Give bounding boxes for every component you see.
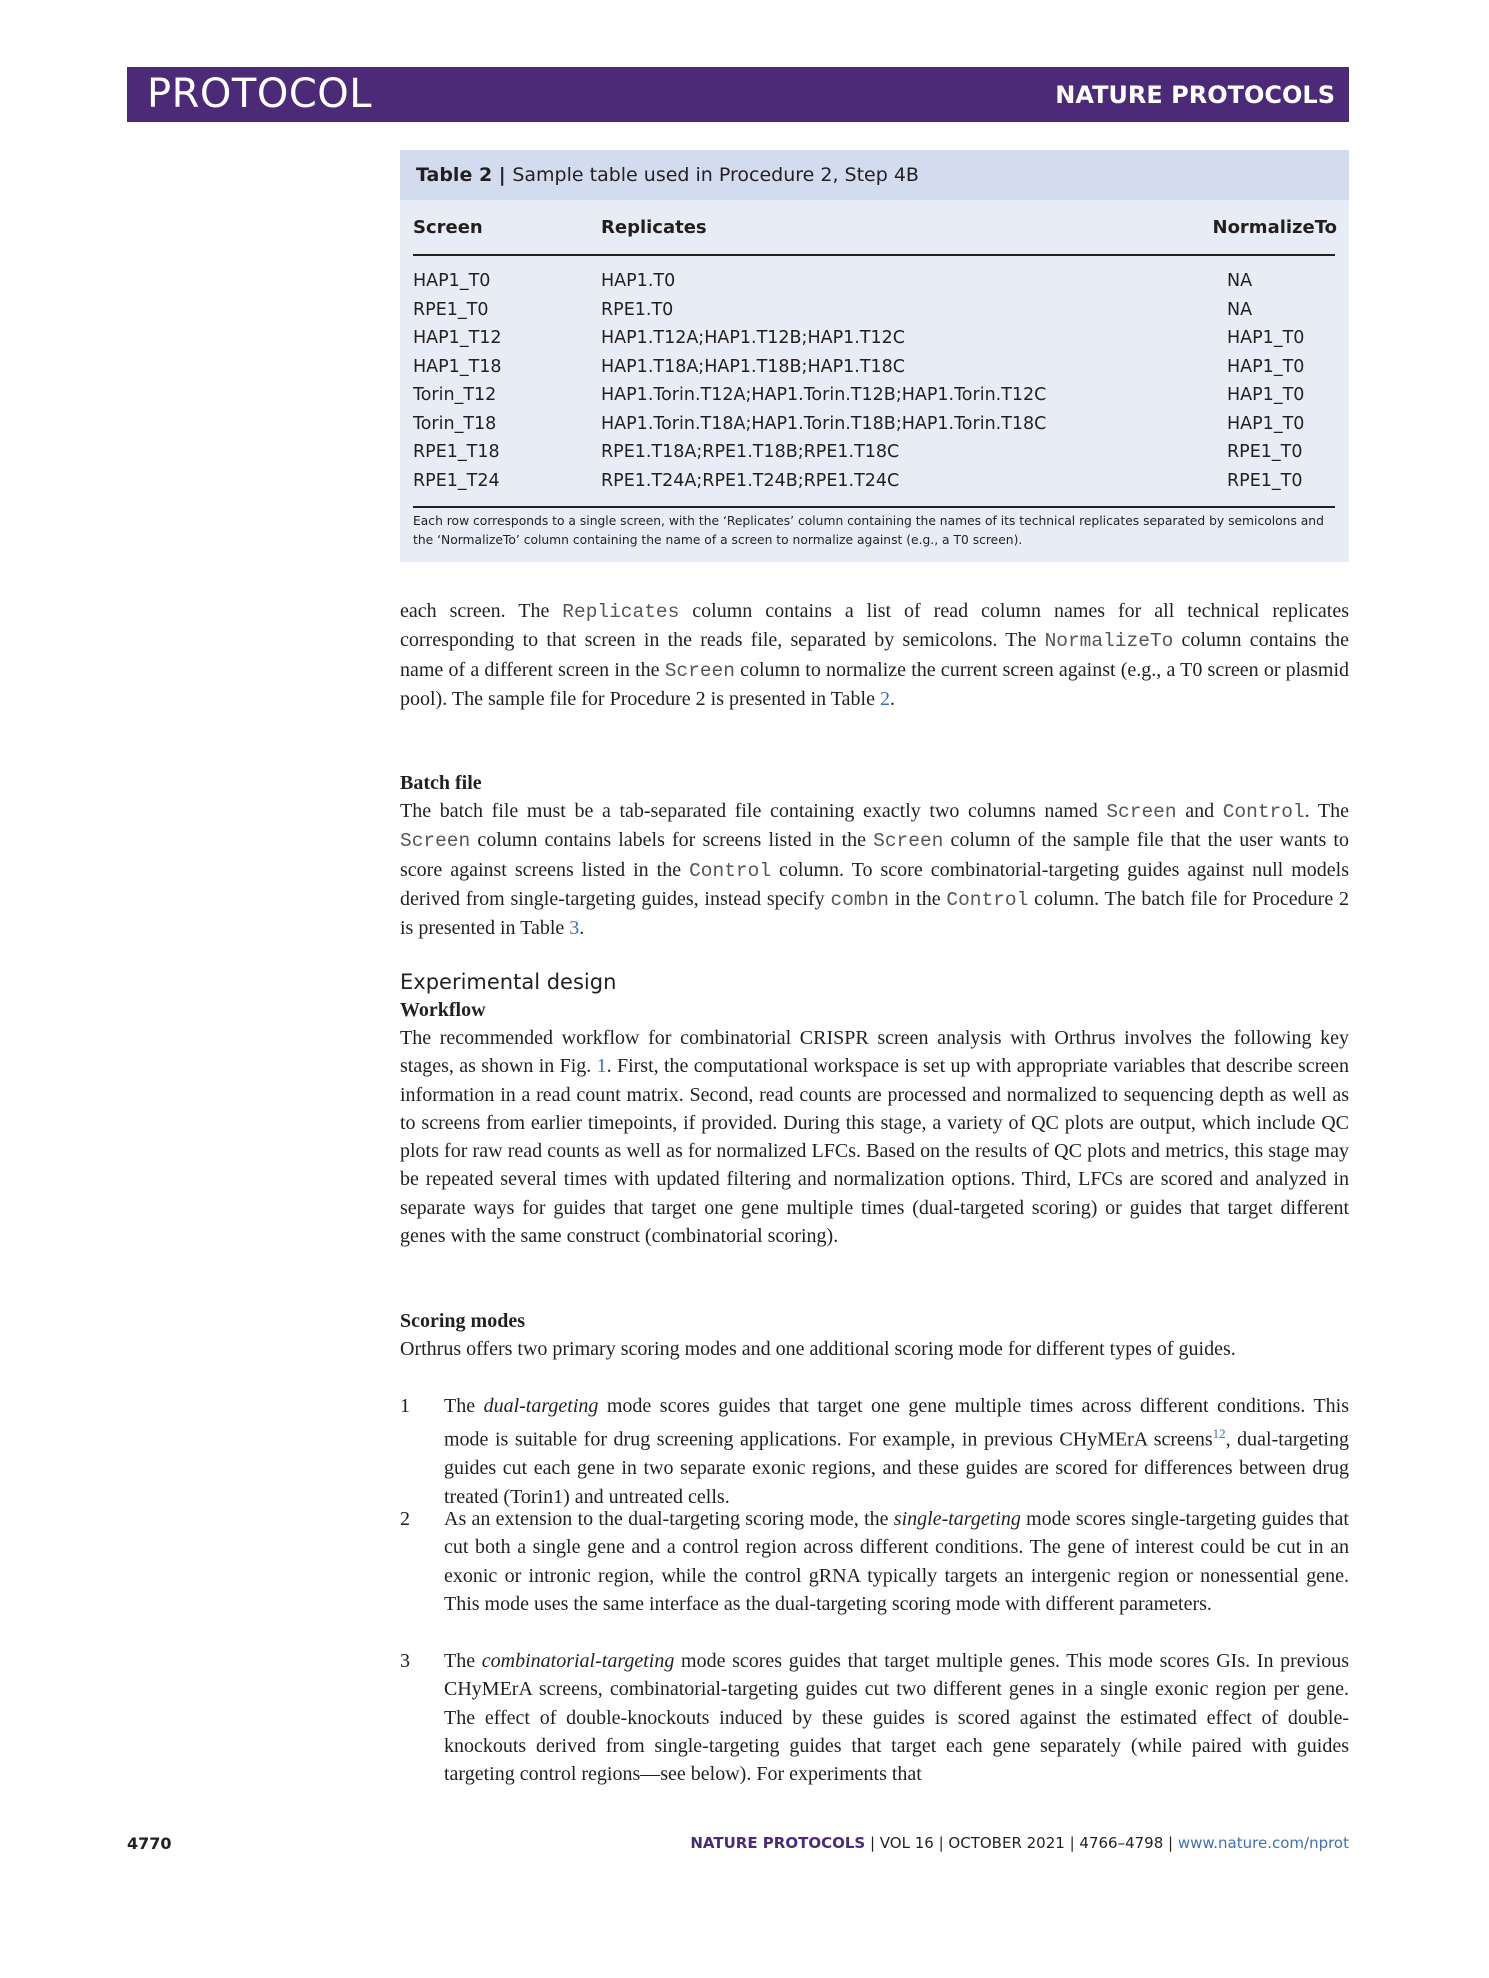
- footer-separator: |: [1064, 1834, 1080, 1852]
- text: . First, the computational workspace is set up with appropriate variables that describe screen information in a read count matrix. Second, read counts are processed and normalized to sequencing depth as well as to screens from earlier timepoints, if provided. During this stage, a variety of QC plots are output, which include QC plots for raw read counts as well as for normalized LFCs. Based on the results of QC plots and metrics, this stage may be repeated several times with updated filtering and normalization options. Third, LFCs are scored and analyzed in separate ways for guides that target one gene multiple times (dual-targeted scoring) or guides that target different genes with the same construct (combinatorial scoring).: [400, 1055, 1350, 1248]
- scoring-intro: Orthrus offers two primary scoring modes and one additional scoring mode for different types of guides.: [400, 1338, 1236, 1360]
- text: column contains a list of read column names for all technical replicates corresponding to that screen in the reads file, separated by semicolons. The: [400, 600, 1349, 652]
- cell-screen: RPE1_T18: [413, 442, 500, 462]
- text: .: [579, 917, 585, 940]
- scoring-modes-heading: Scoring modes: [400, 1310, 525, 1332]
- footer-journal: NATURE PROTOCOLS: [690, 1834, 866, 1852]
- journal-url-link[interactable]: www.nature.com/nprot: [1177, 1834, 1349, 1852]
- footer-volume: VOL 16: [879, 1834, 934, 1852]
- text: column contains the name of a different screen in the: [400, 629, 1350, 681]
- table-2-link[interactable]: 2: [879, 687, 890, 710]
- cell-screen: HAP1_T0: [413, 271, 491, 291]
- text: mode scores guides that target one gene multiple times across different conditions. This mode is suitable for drug screening applications. For example, in previous CHyMErA screens: [444, 1395, 1350, 1451]
- text: in the: [888, 887, 947, 910]
- text: mode scores single-targeting guides that cut both a single gene and a control region across different conditions. The gene of interest could be cut in an exonic or intronic region, while the control gRNA typically targets an intergenic region or nonessential gene. This mode uses the same interface as the dual-targeting scoring mode with different parameters.: [444, 1508, 1349, 1615]
- bottom-rule: [413, 506, 1335, 508]
- text: and: [1176, 800, 1223, 822]
- footer-date: OCTOBER 2021: [948, 1834, 1065, 1852]
- text: column to normalize the current screen against (e.g., a T0 screen or plasmid pool). The sample file for Procedure 2 is presented in Table: [400, 658, 1349, 710]
- code-control: Control: [689, 859, 772, 882]
- cell-replicates: RPE1.T0: [601, 299, 674, 320]
- cell-screen: HAP1_T18: [413, 356, 502, 377]
- batch-file-paragraph: [400, 797, 1349, 942]
- page-number: 4770: [127, 1834, 172, 1853]
- text: As an extension to the dual-targeting scoring mode, the: [444, 1508, 894, 1530]
- text: The: [444, 1395, 484, 1417]
- emphasis: dual-targeting: [483, 1395, 599, 1417]
- cell-replicates: HAP1.T12A;HAP1.T12B;HAP1.T12C: [601, 328, 906, 348]
- citation-link[interactable]: 12: [1212, 1426, 1226, 1442]
- figure-1-link[interactable]: 1: [596, 1055, 607, 1078]
- cell-normalizeto: NA: [1227, 271, 1253, 291]
- journal-name: NATURE PROTOCOLS: [1055, 81, 1335, 109]
- list-text: [444, 1647, 1349, 1788]
- batch-file-heading: Batch file: [400, 772, 482, 794]
- table-caption-text: Sample table used in Procedure 2, Step 4B: [512, 164, 919, 186]
- cell-replicates: HAP1.Torin.T12A;HAP1.Torin.T12B;HAP1.Torin.T12C: [601, 385, 1047, 405]
- text: column of the sample file that the user wants to score against screens listed in the: [400, 829, 1349, 881]
- section-label: PROTOCOL: [147, 71, 373, 117]
- workflow-paragraph: [400, 1024, 1349, 1250]
- cell-replicates: RPE1.T24A;RPE1.T24B;RPE1.T24C: [601, 470, 900, 491]
- code-replicates: Replicates: [562, 601, 680, 623]
- experimental-design-heading: Experimental design: [400, 970, 617, 994]
- table-caption: [416, 162, 919, 188]
- cell-normalizeto: HAP1_T0: [1227, 413, 1305, 434]
- column-header-normalizeto: NormalizeTo: [1212, 217, 1337, 238]
- table-3-link[interactable]: 3: [569, 917, 580, 940]
- cell-screen: Torin_T18: [413, 413, 497, 434]
- table-footnote: Each row corresponds to a single screen, with the ‘Replicates’ column containing the names of its technical replicates separated by semicolons and the ‘NormalizeTo’ column containing the name of a screen to normalize against (e.g., a T0 screen).: [413, 514, 1324, 547]
- cell-normalizeto: HAP1_T0: [1227, 328, 1305, 348]
- column-header-replicates: Replicates: [601, 217, 707, 238]
- column-header-screen: Screen: [413, 217, 483, 238]
- code-normalizeto: NormalizeTo: [1044, 630, 1174, 653]
- code-screen: Screen: [1106, 801, 1177, 823]
- table-2: [400, 150, 1349, 562]
- text: column. The batch file for Procedure 2 is presented in Table: [400, 887, 1350, 940]
- code-control: Control: [1222, 801, 1305, 823]
- text: , dual-targeting guides cut each gene in two separate exonic regions, and these guides are scored for differences between drug treated (Torin1) and untreated cells.: [444, 1428, 1349, 1508]
- workflow-heading: Workflow: [400, 999, 486, 1021]
- text: The batch file must be a tab-separated file containing exactly two columns named: [400, 800, 1107, 822]
- footer-separator: |: [865, 1834, 880, 1852]
- emphasis: single-targeting: [893, 1508, 1021, 1530]
- footer-separator: |: [933, 1834, 949, 1852]
- emphasis: combinatorial-targeting: [481, 1650, 675, 1672]
- cell-screen: HAP1_T12: [413, 328, 502, 348]
- table-label: Table 2: [416, 164, 493, 186]
- cell-replicates: RPE1.T18A;RPE1.T18B;RPE1.T18C: [601, 442, 900, 462]
- footer-separator: |: [1163, 1834, 1178, 1852]
- replicates-paragraph: [400, 597, 1349, 713]
- cell-normalizeto: NA: [1227, 299, 1253, 320]
- list-number: 2: [400, 1508, 410, 1530]
- footer-pages: 4766–4798: [1079, 1834, 1164, 1852]
- text: The recommended workflow for combinatorial CRISPR screen analysis with Orthrus involves the following key stages, as shown in Fig.: [400, 1027, 1349, 1078]
- list-text: [444, 1392, 1349, 1511]
- text: .: [889, 687, 895, 710]
- table-separator: |: [492, 164, 513, 186]
- text: . The: [1304, 800, 1349, 822]
- cell-normalizeto: RPE1_T0: [1227, 442, 1303, 462]
- cell-screen: Torin_T12: [413, 385, 497, 405]
- cell-normalizeto: HAP1_T0: [1227, 356, 1305, 377]
- cell-screen: RPE1_T0: [413, 299, 489, 320]
- code-screen: Screen: [664, 659, 735, 682]
- header-rule: [413, 254, 1335, 256]
- header-bar: [127, 67, 1349, 122]
- code-screen: Screen: [400, 830, 471, 853]
- list-number: 3: [400, 1650, 410, 1672]
- text: column contains labels for screens listed in the: [470, 829, 874, 852]
- text: The: [444, 1650, 482, 1672]
- text: column. To score combinatorial-targeting guides against null models derived from single-targeting guides, instead specify: [400, 858, 1349, 910]
- cell-normalizeto: RPE1_T0: [1227, 470, 1303, 491]
- list-number: 1: [400, 1395, 410, 1417]
- cell-normalizeto: HAP1_T0: [1227, 385, 1305, 405]
- text: mode scores guides that target multiple genes. This mode scores GIs. In previous CHyMErA screens, combinatorial-targeting guides cut two different genes in a single exonic region per gene. The effect of double-knockouts induced by these guides is scored against the estimated effect of double-knockouts derived from single-targeting guides that target each gene separately (while paired with guides targeting control regions—see below). For experiments that: [444, 1650, 1349, 1786]
- cell-screen: RPE1_T24: [413, 470, 500, 491]
- text: each screen. The: [400, 600, 563, 622]
- code-combn: combn: [830, 888, 889, 911]
- code-control: Control: [946, 888, 1029, 911]
- footer-citation: [690, 1834, 1349, 1852]
- table-title-bar: [400, 150, 1349, 200]
- cell-replicates: HAP1.T18A;HAP1.T18B;HAP1.T18C: [601, 356, 906, 377]
- list-text: [444, 1505, 1349, 1618]
- cell-replicates: HAP1.T0: [601, 271, 676, 291]
- code-screen: Screen: [873, 830, 944, 853]
- cell-replicates: HAP1.Torin.T18A;HAP1.Torin.T18B;HAP1.Torin.T18C: [601, 413, 1047, 434]
